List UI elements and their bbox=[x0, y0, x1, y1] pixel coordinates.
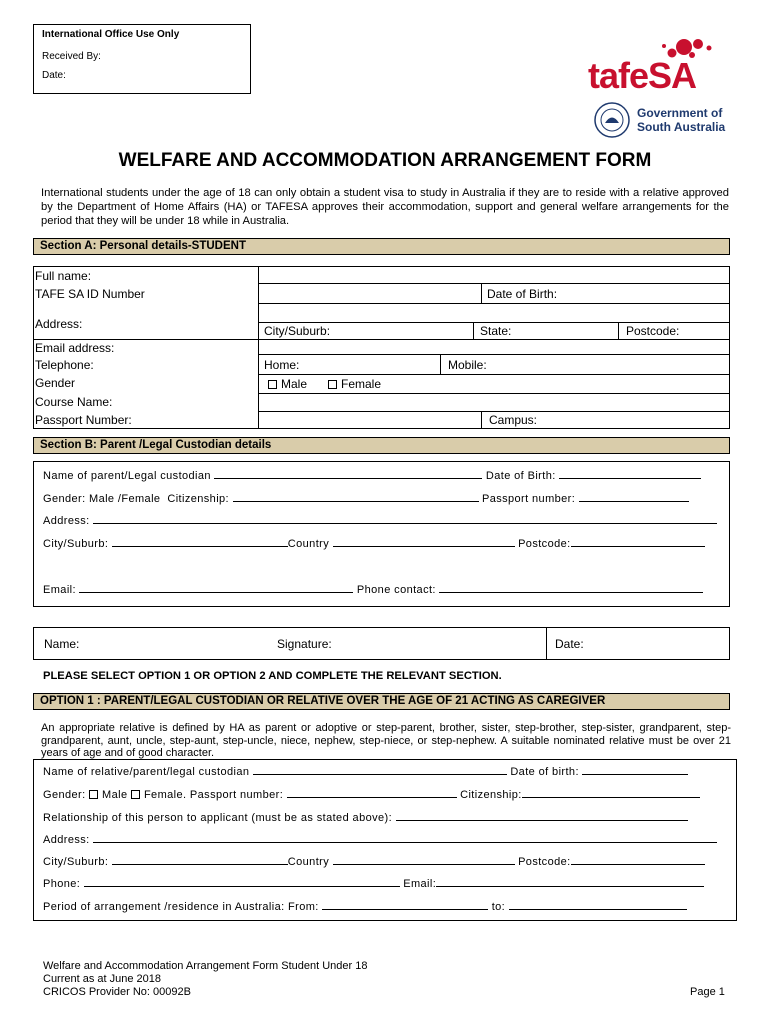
relative-name-row[interactable]: Name of relative/parent/legal custodian Date of birth: bbox=[43, 765, 688, 778]
office-date-field[interactable]: Date: bbox=[42, 70, 66, 81]
footer-current-date: Current as at June 2018 bbox=[43, 973, 162, 985]
office-use-box bbox=[33, 24, 251, 94]
postcode-label: Postcode: bbox=[626, 324, 680, 338]
tafe-id-label: TAFE SA ID Number bbox=[35, 287, 145, 301]
address-label: Address: bbox=[35, 317, 83, 331]
male-checkbox-icon[interactable] bbox=[89, 790, 98, 799]
state-label: State: bbox=[480, 324, 512, 338]
gender-label: Gender bbox=[35, 376, 76, 390]
relative-gender-row[interactable]: Gender: Male Female. Passport number: Citizenship: bbox=[43, 788, 700, 801]
signature-date-label[interactable]: Date: bbox=[555, 637, 584, 651]
page-number: Page 1 bbox=[690, 986, 725, 998]
parent-gender-row[interactable]: Gender: Male /Female Citizenship: Passport number: bbox=[43, 492, 689, 505]
male-checkbox[interactable]: Male bbox=[266, 377, 307, 391]
svg-text:South Australia: South Australia bbox=[637, 120, 726, 134]
relative-address-row[interactable]: Address: bbox=[43, 833, 717, 846]
form-title: WELFARE AND ACCOMMODATION ARRANGEMENT FORM bbox=[118, 150, 652, 171]
parent-email-row[interactable]: Email: Phone contact: bbox=[43, 583, 703, 596]
home-phone-label: Home: bbox=[264, 358, 300, 372]
signature-name-label[interactable]: Name: bbox=[44, 637, 80, 651]
relative-city-row[interactable]: City/Suburb: Country Postcode: bbox=[43, 855, 705, 868]
passport-label: Passport Number: bbox=[35, 413, 132, 427]
email-label: Email address: bbox=[35, 341, 115, 355]
svg-text:Government of: Government of bbox=[637, 106, 723, 120]
parent-name-row[interactable]: Name of parent/Legal custodian Date of Birth: bbox=[43, 469, 701, 482]
relationship-row[interactable]: Relationship of this person to applicant (must be as stated above): bbox=[43, 811, 688, 824]
checkbox-icon[interactable] bbox=[268, 380, 277, 389]
option1-description: An appropriate relative is defined by HA as parent or adoptive or step-parent, brother, sister, step-brother, step-sister, grandparent, step-grandparent, aunt, uncle, step-aunt, step-uncle, niece, nephew, step-niece, or step-nephew. A suitable nominated relative must be over 21 years of age and of good character. bbox=[41, 722, 731, 759]
relative-phone-row[interactable]: Phone: Email: bbox=[43, 877, 704, 890]
full-name-label: Full name: bbox=[35, 269, 92, 283]
student-dob-label: Date of Birth: bbox=[487, 287, 558, 301]
signature-box bbox=[33, 627, 730, 660]
section-a-heading: Section A: Personal details-STUDENT bbox=[33, 238, 730, 255]
female-checkbox-icon[interactable] bbox=[131, 790, 140, 799]
mobile-label: Mobile: bbox=[448, 358, 487, 372]
campus-label: Campus: bbox=[489, 413, 538, 427]
female-checkbox[interactable]: Female bbox=[326, 377, 381, 391]
period-row[interactable]: Period of arrangement /residence in Australia: From: to: bbox=[43, 900, 687, 913]
parent-city-row[interactable]: City/Suburb: Country Postcode: bbox=[43, 537, 705, 550]
select-option-note: PLEASE SELECT OPTION 1 OR OPTION 2 AND COMPLETE THE RELEVANT SECTION. bbox=[43, 670, 502, 682]
signature-label[interactable]: Signature: bbox=[277, 637, 332, 651]
parent-address-row[interactable]: Address: bbox=[43, 514, 717, 527]
government-sa-logo bbox=[593, 100, 737, 140]
section-b-heading: Section B: Parent /Legal Custodian details bbox=[33, 437, 730, 454]
svg-text:tafeSA: tafeSA bbox=[588, 55, 697, 92]
city-label: City/Suburb: bbox=[264, 324, 331, 338]
checkbox-icon[interactable] bbox=[328, 380, 337, 389]
intro-text: International students under the age of 18 can only obtain a student visa to study in Australia if they are to reside with a relative approved by the Department of Home Affairs (HA) or TAFESA approves their accommodation, support and general welfare arrangements for the period that they will be under 18 while in Australia. bbox=[41, 187, 729, 227]
course-label: Course Name: bbox=[35, 395, 113, 409]
received-by-field[interactable]: Received By: bbox=[42, 51, 101, 62]
footer-form-name: Welfare and Accommodation Arrangement Form Student Under 18 bbox=[43, 960, 368, 972]
option1-heading: OPTION 1 : PARENT/LEGAL CUSTODIAN OR RELATIVE OVER THE AGE OF 21 ACTING AS CAREGIVER bbox=[33, 693, 730, 710]
footer-cricos: CRICOS Provider No: 00092B bbox=[43, 986, 191, 998]
telephone-label: Telephone: bbox=[35, 358, 94, 372]
tafesa-logo bbox=[588, 38, 734, 92]
office-use-heading: International Office Use Only bbox=[42, 29, 180, 40]
